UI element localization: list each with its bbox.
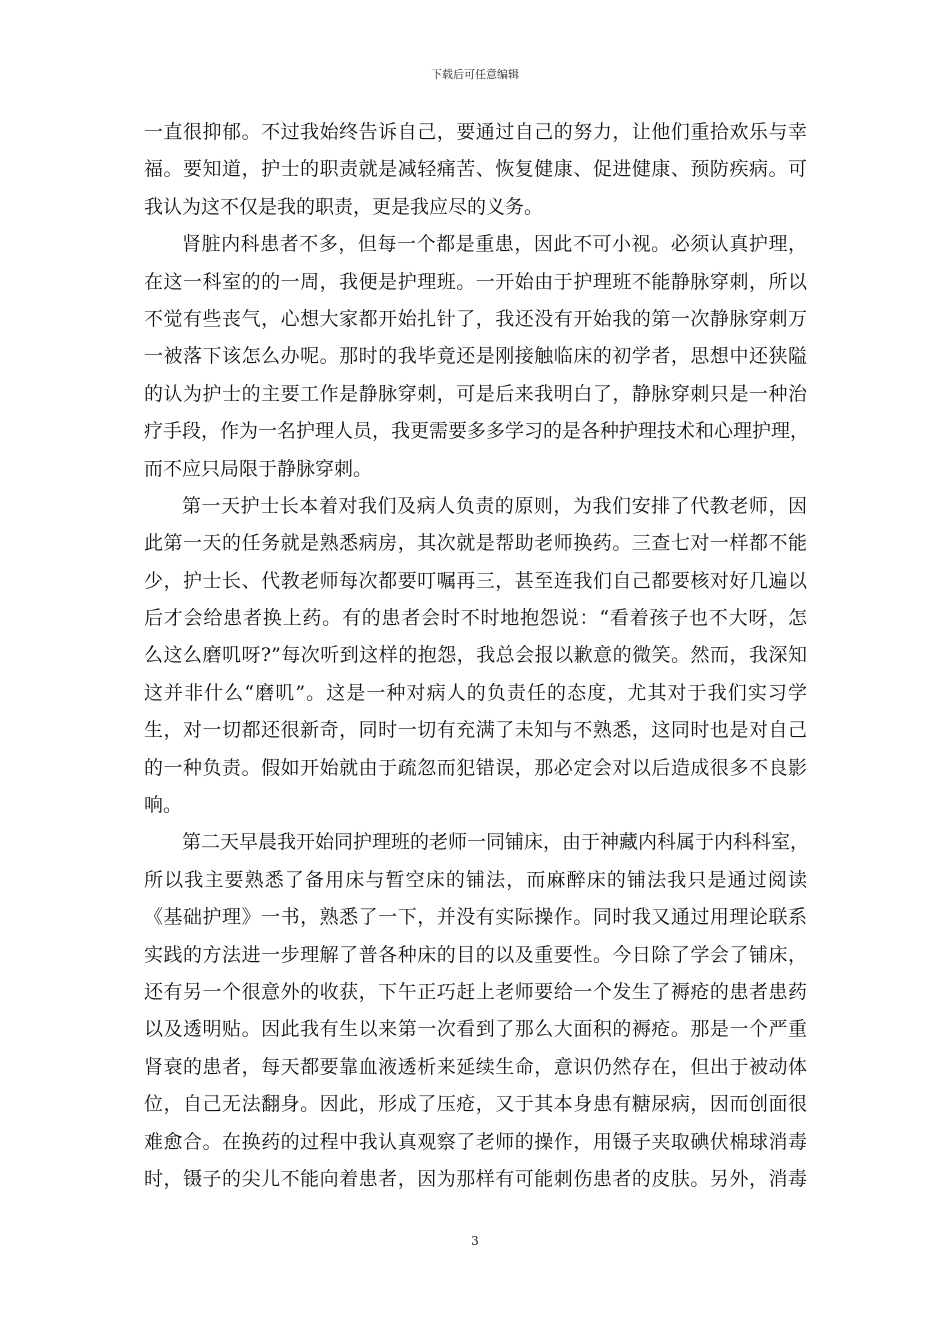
document-body — [144, 114, 810, 1198]
text-line: 的认为护士的主要工作是静脉穿刺，可是后来我明白了，静脉穿刺只是一种治 — [144, 382, 807, 405]
text-line: 少，护士长、代教老师每次都要叮嘱再三，甚至连我们自己都要核对好几遍以 — [144, 569, 807, 592]
text-line: 生，对一切都还很新奇，同时一切有充满了未知与不熟悉，这同时也是对自己 — [144, 719, 807, 742]
text-line: 《基础护理》一书，熟悉了一下，并没有实际操作。同时我又通过用理论联系 — [144, 906, 807, 929]
text-line: 疗手段，作为一名护理人员，我更需要多多学习的是各种护理技术和心理护理， — [144, 420, 810, 443]
text-line: 肾衰的患者，每天都要靠血液透析来延续生命，意识仍然存在，但出于被动体 — [144, 1055, 807, 1078]
paragraph — [144, 824, 810, 1198]
text-line: 而不应只局限于静脉穿刺。 — [144, 457, 373, 480]
text-line: 位，自己无法翻身。因此，形成了压疮，又于其本身患有糖尿病，因而创面很 — [144, 1093, 807, 1116]
page-header-note: 下载后可任意编辑 — [431, 68, 519, 81]
text-line: 此第一天的任务就是熟悉病房，其次就是帮助老师换药。三查七对一样都不能 — [144, 532, 807, 555]
text-line: 在这一科室的的一周，我便是护理班。一开始由于护理班不能静脉穿刺，所以 — [144, 270, 807, 293]
text-line: 肾脏内科患者不多，但每一个都是重患，因此不可小视。必须认真护理， — [182, 233, 807, 256]
paragraph — [144, 488, 807, 825]
text-line: 还有另一个很意外的收获，下午正巧赶上老师要给一个发生了褥疮的患者患药 — [144, 980, 807, 1003]
text-line: 响。 — [144, 794, 183, 817]
paragraph — [144, 114, 807, 226]
text-line: 后才会给患者换上药。有的患者会时不时地抱怨说：“看着孩子也不大呀，怎 — [144, 607, 807, 630]
text-line: 时，镊子的尖儿不能向着患者，因为那样有可能刺伤患者的皮肤。另外，消毒 — [144, 1167, 807, 1190]
text-line: 这并非什么“磨叽”。这是一种对病人的负责任的态度，尤其对于我们实习学 — [144, 681, 807, 704]
text-line: 难愈合。在换药的过程中我认真观察了老师的操作，用镊子夹取碘伏棉球消毒 — [144, 1130, 807, 1153]
text-line: 以及透明贴。因此我有生以来第一次看到了那么大面积的褥疮。那是一个严重 — [144, 1018, 807, 1041]
text-line: 么这么磨叽呀?”每次听到这样的抱怨，我总会报以歉意的微笑。然而，我深知 — [144, 644, 807, 667]
text-line: 第一天护士长本着对我们及病人负责的原则，为我们安排了代教老师，因 — [182, 494, 807, 517]
text-line: 一被落下该怎么办呢。那时的我毕竟还是刚接触临床的初学者，思想中还狭隘 — [144, 345, 807, 368]
text-line: 所以我主要熟悉了备用床与暂空床的铺法，而麻醉床的铺法我只是通过阅读 — [144, 868, 807, 891]
text-line: 实践的方法进一步理解了普各种床的目的以及重要性。今日除了学会了铺床， — [144, 943, 807, 966]
text-line: 的一种负责。假如开始就由于疏忽而犯错误，那必定会对以后造成很多不良影 — [144, 756, 807, 779]
text-line: 第二天早晨我开始同护理班的老师一同铺床，由于神藏内科属于内科科室， — [182, 831, 810, 854]
text-line: 一直很抑郁。不过我始终告诉自己，要通过自己的努力，让他们重拾欢乐与幸 — [144, 121, 807, 143]
text-line: 福。要知道，护士的职责就是减轻痛苦、恢复健康、促进健康、预防疾病。可 — [144, 158, 807, 181]
page-number: 3 — [471, 1234, 479, 1248]
text-line: 我认为这不仅是我的职责，更是我应尽的义务。 — [144, 195, 544, 218]
paragraph — [144, 226, 810, 488]
text-line: 不觉有些丧气，心想大家都开始扎针了，我还没有开始我的第一次静脉穿刺万 — [144, 307, 807, 330]
